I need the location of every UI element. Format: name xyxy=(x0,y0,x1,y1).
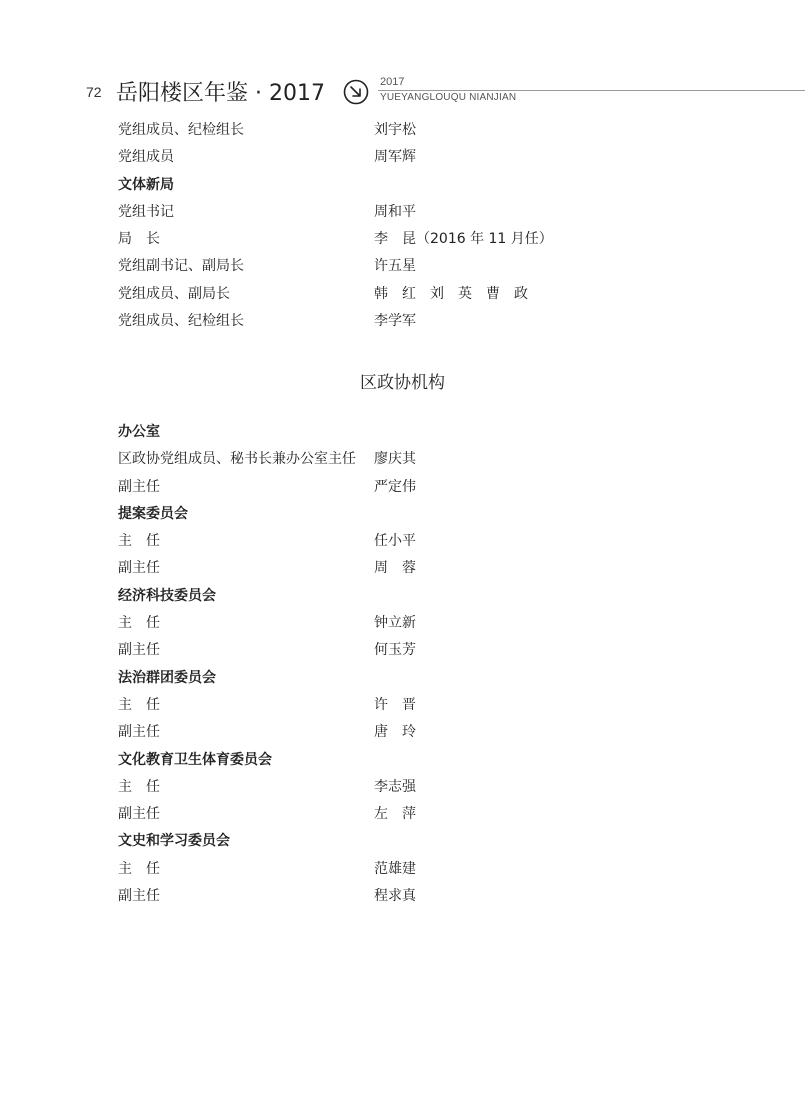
personnel-row xyxy=(118,144,678,171)
header-subtitle: YUEYANGLOUQU NIANJIAN xyxy=(380,92,517,103)
department-name: 提案委员会 xyxy=(118,505,188,522)
person-name: 钟立新 xyxy=(374,615,416,632)
personnel-row xyxy=(118,774,678,801)
personnel-row xyxy=(118,719,678,746)
circle-arrow-icon xyxy=(343,79,369,105)
position-title: 副主任 xyxy=(118,642,160,659)
person-name: 严定伟 xyxy=(374,478,416,495)
personnel-row xyxy=(118,226,678,253)
person-name: 周军辉 xyxy=(374,149,416,166)
position-title: 副主任 xyxy=(118,560,160,577)
position-title: 局 长 xyxy=(118,231,160,248)
person-name: 周 蓉 xyxy=(374,560,416,577)
department-heading xyxy=(118,583,678,610)
person-name: 许五星 xyxy=(374,258,416,275)
person-name: 何玉芳 xyxy=(374,642,416,659)
personnel-row xyxy=(118,199,678,226)
department-name: 法治群团委员会 xyxy=(118,669,216,686)
department-heading xyxy=(118,172,678,199)
department-name: 文体新局 xyxy=(118,176,174,193)
person-name: 周和平 xyxy=(374,203,416,220)
position-title: 党组成员、纪检组长 xyxy=(118,122,244,138)
position-title: 党组书记 xyxy=(118,203,174,220)
position-title: 副主任 xyxy=(118,478,160,495)
person-name: 唐 玲 xyxy=(374,724,416,741)
department-heading xyxy=(118,501,678,528)
person-name: 任小平 xyxy=(374,533,416,550)
person-name: 刘宇松 xyxy=(374,122,416,138)
personnel-row xyxy=(118,637,678,664)
personnel-row xyxy=(118,117,678,144)
header-year: 2017 xyxy=(380,76,405,88)
position-title: 副主任 xyxy=(118,806,160,823)
person-name: 廖庆其 xyxy=(374,451,416,468)
personnel-row xyxy=(118,801,678,828)
person-name: 左 萍 xyxy=(374,806,416,823)
personnel-row xyxy=(118,446,678,473)
personnel-row xyxy=(118,281,678,308)
section-title: 区政协机构 xyxy=(360,373,445,393)
page-number: 72 xyxy=(86,84,102,100)
person-name: 李学军 xyxy=(374,313,416,330)
position-title: 主 任 xyxy=(118,696,160,713)
person-name: 李 昆（2016 年 11 月任） xyxy=(374,231,553,248)
person-name: 许 晋 xyxy=(374,696,416,713)
position-title: 副主任 xyxy=(118,888,160,905)
personnel-row xyxy=(118,856,678,883)
department-name: 文化教育卫生体育委员会 xyxy=(118,751,272,768)
department-heading xyxy=(118,828,678,855)
personnel-row xyxy=(118,528,678,555)
department-name: 文史和学习委员会 xyxy=(118,833,230,850)
personnel-row xyxy=(118,474,678,501)
department-heading xyxy=(118,419,678,446)
position-title: 主 任 xyxy=(118,615,160,632)
position-title: 主 任 xyxy=(118,860,160,877)
personnel-row xyxy=(118,253,678,280)
personnel-row xyxy=(118,692,678,719)
page-header xyxy=(0,72,805,112)
position-title: 区政协党组成员、秘书长兼办公室主任 xyxy=(118,451,356,468)
book-title: 岳阳楼区年鉴 · 2017 xyxy=(116,81,325,106)
top-personnel-list xyxy=(118,117,678,335)
cppcc-personnel-list xyxy=(118,419,678,910)
department-name: 办公室 xyxy=(118,424,160,440)
header-rule xyxy=(378,90,805,91)
position-title: 副主任 xyxy=(118,724,160,741)
personnel-row xyxy=(118,883,678,910)
personnel-row xyxy=(118,610,678,637)
department-name: 经济科技委员会 xyxy=(118,587,216,604)
department-heading xyxy=(118,747,678,774)
position-title: 主 任 xyxy=(118,533,160,550)
position-title: 党组成员、纪检组长 xyxy=(118,313,244,330)
person-name: 程求真 xyxy=(374,888,416,905)
personnel-row xyxy=(118,555,678,582)
position-title: 主 任 xyxy=(118,778,160,795)
person-name: 范雄建 xyxy=(374,860,416,877)
position-title: 党组成员、副局长 xyxy=(118,285,230,302)
person-name: 李志强 xyxy=(374,778,416,795)
position-title: 党组成员 xyxy=(118,149,174,166)
person-name: 韩 红 刘 英 曹 政 xyxy=(374,285,528,302)
department-heading xyxy=(118,665,678,692)
personnel-row xyxy=(118,308,678,335)
position-title: 党组副书记、副局长 xyxy=(118,258,244,275)
